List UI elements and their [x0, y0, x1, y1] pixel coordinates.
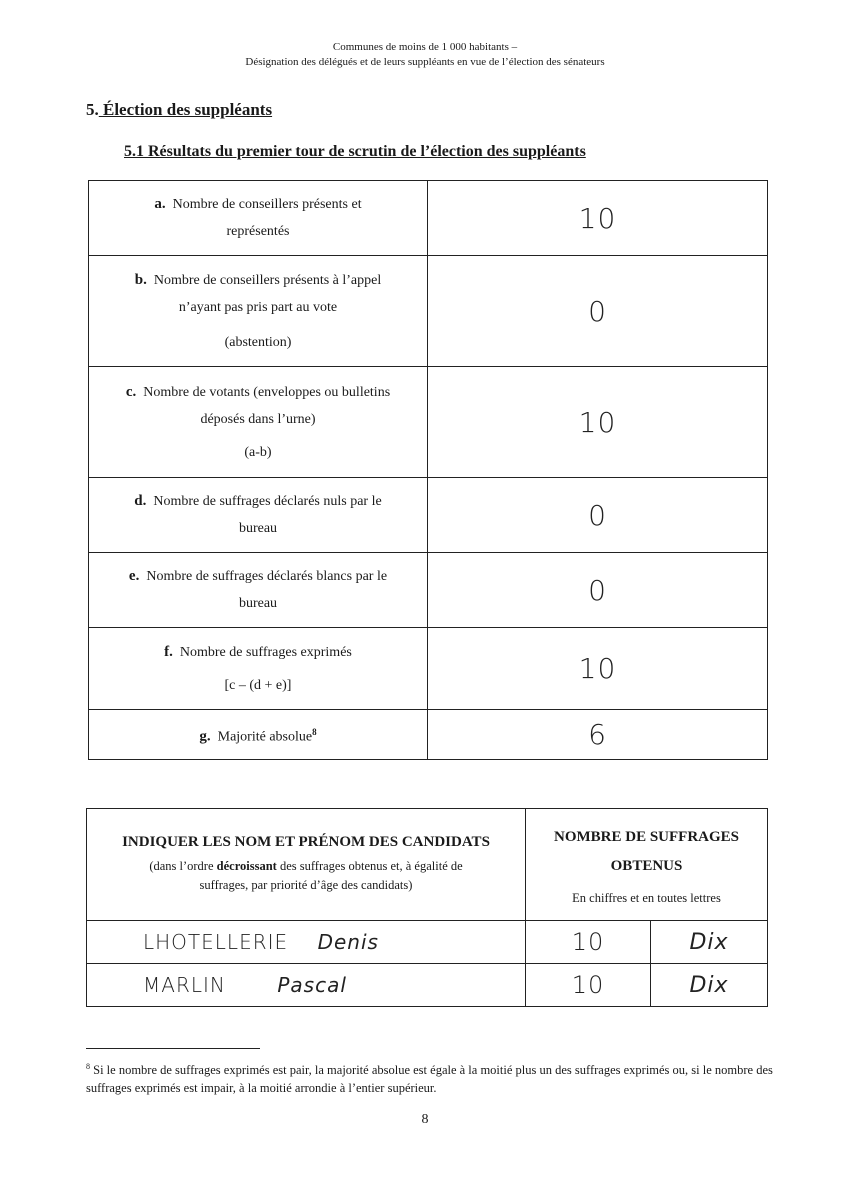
candidates-header-row	[87, 809, 768, 921]
candidate-surname: MARLIN	[143, 973, 226, 997]
results-value-d[interactable]: 0	[428, 478, 768, 553]
footnote-text: Si le nombre de suffrages exprimés est pair, la majorité absolue est égale à la moitié plus un des suffrages exprimés ou, si le nombre des suffrages exprimés est impair, à la moitié arrondie à l’entier supérieur.	[86, 1063, 773, 1096]
votes-header-title: NOMBRE DE SUFFRAGES OBTENUS	[553, 829, 740, 874]
results-label-e: e. Nombre de suffrages déclarés blancs par le bureau	[89, 553, 428, 628]
footnote-mark: 8	[86, 1062, 90, 1071]
results-label-c: c. Nombre de votants (enveloppes ou bulletins déposés dans l’urne) (a-b)	[89, 367, 428, 478]
candidate-row	[87, 964, 768, 1007]
results-row-b	[89, 256, 768, 367]
results-row-e	[89, 553, 768, 628]
candidate-firstname: Pascal	[277, 973, 347, 997]
candidate-surname: LHOTELLERIE	[143, 930, 289, 954]
candidate-votes-words[interactable]: Dix	[651, 921, 768, 964]
results-value-a[interactable]: 10	[428, 181, 768, 256]
results-row-c	[89, 367, 768, 478]
results-row-d	[89, 478, 768, 553]
results-label-g: g. Majorité absolue$^8$	[89, 710, 428, 760]
section-title	[86, 100, 272, 120]
results-value-b[interactable]: 0	[428, 256, 768, 367]
footnote-divider	[86, 1048, 260, 1049]
header-line-2: Désignation des délégués et de leurs suppléants en vue de l’élection des sénateurs	[245, 56, 605, 68]
results-value-c[interactable]: 10	[428, 367, 768, 478]
results-table	[88, 180, 768, 760]
section-heading: Élection des suppléants	[103, 100, 273, 119]
subsection-title: 5.1 Résultats du premier tour de scrutin de l’élection des suppléants	[124, 143, 586, 160]
results-row-g	[89, 710, 768, 760]
section-number: 5.	[86, 100, 99, 119]
results-label-b: b. Nombre de conseillers présents à l’appel n’ayant pas pris part au vote (abstention)	[89, 256, 428, 367]
results-row-a	[89, 181, 768, 256]
results-value-e[interactable]: 0	[428, 553, 768, 628]
results-row-f	[89, 628, 768, 710]
results-label-d: d. Nombre de suffrages déclarés nuls par le bureau	[89, 478, 428, 553]
candidate-row	[87, 921, 768, 964]
candidate-votes-digits[interactable]: 10	[526, 964, 651, 1007]
header-line-1: Communes de moins de 1 000 habitants –	[332, 41, 518, 53]
candidates-votes-header	[526, 809, 768, 921]
candidate-votes-digits[interactable]: 10	[526, 921, 651, 964]
candidate-name-cell[interactable]	[87, 921, 526, 964]
candidate-name-cell[interactable]	[87, 964, 526, 1007]
results-value-f[interactable]: 10	[428, 628, 768, 710]
candidates-table	[86, 808, 768, 1007]
candidates-name-header-title: INDIQUER LES NOM ET PRÉNOM DES CANDIDATS	[122, 834, 490, 850]
candidate-votes-words[interactable]: Dix	[651, 964, 768, 1007]
results-label-a: a. Nombre de conseillers présents et représentés	[89, 181, 428, 256]
document-header	[0, 40, 850, 70]
candidates-name-header	[87, 809, 526, 921]
results-label-f: f. Nombre de suffrages exprimés [c – (d + e)]	[89, 628, 428, 710]
candidate-firstname: Denis	[317, 930, 379, 954]
votes-header-subtitle: En chiffres et en toutes lettres	[572, 891, 721, 905]
candidates-name-header-instructions: (dans l’ordre décroissant des suffrages obtenus et, à égalité de suffrages, par priorité d’âge des candidats)	[149, 859, 463, 892]
footnote-ref: 8	[312, 726, 317, 737]
page-number: 8	[421, 1112, 429, 1127]
results-value-g[interactable]: 6	[428, 710, 768, 760]
footnote	[86, 1058, 776, 1097]
